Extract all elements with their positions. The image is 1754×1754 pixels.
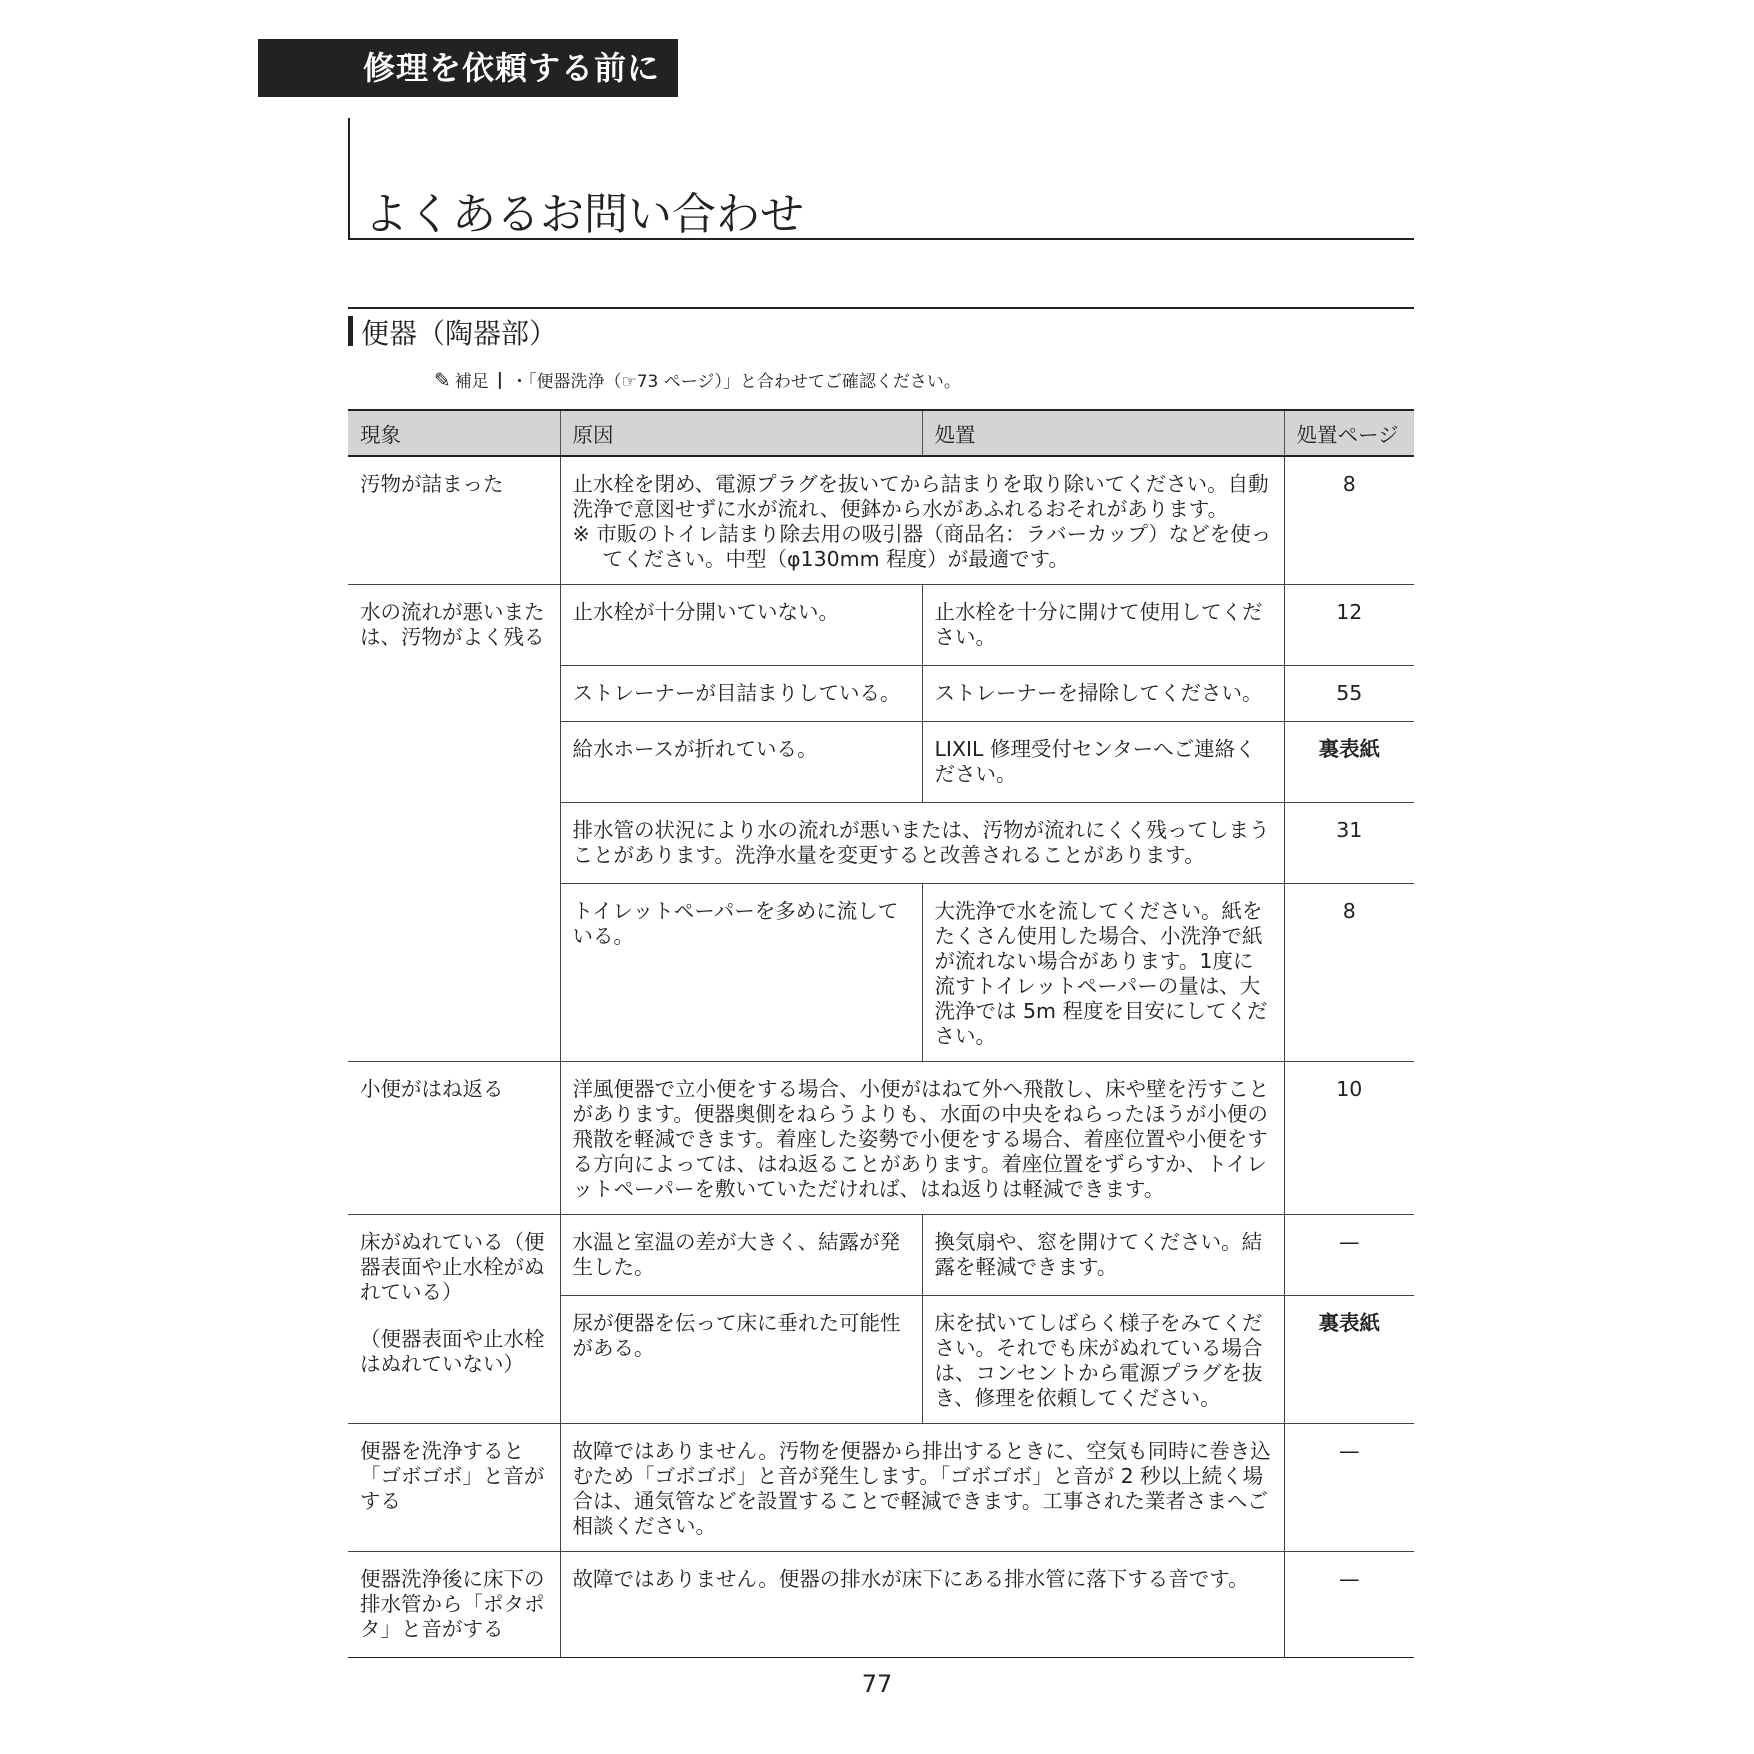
- cause-cell: 止水栓が十分開いていない。: [560, 585, 922, 666]
- cause-cell: トイレットペーパーを多めに流している。: [560, 884, 922, 1062]
- cause-cell: 尿が便器を伝って床に垂れた可能性がある。: [560, 1296, 922, 1424]
- cause-remedy-cell: 故障ではありません。便器の排水が床下にある排水管に落下する音です。: [560, 1552, 1284, 1658]
- chapter-title: 修理を依頼する前に: [363, 49, 661, 87]
- section-divider: [348, 307, 1414, 309]
- page-ref: 裏表紙: [1284, 722, 1414, 803]
- faq-table: [348, 409, 1414, 1658]
- page-ref: 8: [1284, 884, 1414, 1062]
- symptom-secondary: （便器表面や止水栓はぬれていない）: [360, 1327, 545, 1376]
- table-row: [348, 1424, 1414, 1552]
- page-ref: 12: [1284, 585, 1414, 666]
- table-header-row: [348, 410, 1414, 456]
- remedy-cell: 大洗浄で水を流してください。紙をたくさん使用した場合、小洗浄で紙が流れない場合があります。1度に流すトイレットペーパーの量は、大洗浄では 5m 程度を目安にしてください。: [922, 884, 1284, 1062]
- cause-cell: 水温と室温の差が大きく、結露が発生した。: [560, 1215, 922, 1296]
- page-number: 77: [861, 1670, 893, 1698]
- table-row: [348, 1062, 1414, 1215]
- table-row: [348, 456, 1414, 585]
- note-text: ・「便器洗浄（☞73 ページ）」と合わせてご確認ください。: [510, 372, 961, 392]
- page-ref: 31: [1284, 803, 1414, 884]
- page-ref: 裏表紙: [1284, 1296, 1414, 1424]
- symptom-cell: 小便がはね返る: [348, 1062, 560, 1215]
- section-title: 便器（陶器部）: [361, 317, 558, 350]
- table-row: [348, 1552, 1414, 1658]
- cause-text: 止水栓を閉め、電源プラグを抜いてから詰まりを取り除いてください。自動洗浄で意図せずに水が流れ、便鉢から水があふれるおそれがあります。: [572, 472, 1269, 521]
- cause-remedy-cell: 故障ではありません。汚物を便器から排出するときに、空気も同時に巻き込むため「ゴボゴボ」と音が発生します。「ゴボゴボ」と音が 2 秒以上続く場合は、通気管などを設置することで軽減できます。工事された業者さまへご相談ください。: [560, 1424, 1284, 1552]
- note-label: 補足: [454, 372, 489, 392]
- symptom-cell: [348, 1215, 560, 1424]
- note-separator: |: [496, 369, 503, 390]
- page-ref: 8: [1284, 456, 1414, 585]
- remedy-cell: LIXIL 修理受付センターへご連絡ください。: [922, 722, 1284, 803]
- header-cause: 原因: [560, 410, 922, 456]
- chapter-tab: [258, 39, 678, 97]
- symptom-cell: 汚物が詰まった: [348, 456, 560, 585]
- page-ref: 55: [1284, 666, 1414, 722]
- spacer: [360, 1305, 548, 1327]
- table-row: [348, 1215, 1414, 1296]
- cause-remedy-cell: 排水管の状況により水の流れが悪いまたは、汚物が流れにくく残ってしまうことがあります。洗浄水量を変更すると改善されることがあります。: [560, 803, 1284, 884]
- section-marker: [348, 316, 353, 346]
- caution-text: ※ 市販のトイレ詰まり除去用の吸引器（商品名：ラバーカップ）などを使ってください。中型（φ130mm 程度）が最適です。: [572, 522, 1272, 571]
- remedy-cell: 換気扇や、窓を開けてください。結露を軽減できます。: [922, 1215, 1284, 1296]
- remedy-cell: 床を拭いてしばらく様子をみてください。それでも床がぬれている場合は、コンセントから電源プラグを抜き、修理を依頼してください。: [922, 1296, 1284, 1424]
- page-ref: 10: [1284, 1062, 1414, 1215]
- header-page: 処置ページ: [1284, 410, 1414, 456]
- page-title: よくあるお問い合わせ: [364, 189, 804, 240]
- cause-cell: ストレーナーが目詰まりしている。: [560, 666, 922, 722]
- header-remedy: 処置: [922, 410, 1284, 456]
- symptom-cell: 便器洗浄後に床下の排水管から「ポタポタ」と音がする: [348, 1552, 560, 1658]
- symptom-cell: 水の流れが悪いまたは、汚物がよく残る: [348, 585, 560, 1062]
- page-title-block: [348, 118, 1414, 240]
- remedy-cell: 止水栓を十分に開けて使用してください。: [922, 585, 1284, 666]
- symptom-primary: 床がぬれている（便器表面や止水栓がぬれている）: [360, 1230, 545, 1304]
- header-symptom: 現象: [348, 410, 560, 456]
- cause-remedy-cell: [560, 456, 1284, 585]
- cause-remedy-cell: 洋風便器で立小便をする場合、小便がはねて外へ飛散し、床や壁を汚すことがあります。便器奥側をねらうよりも、水面の中央をねらったほうが小便の飛散を軽減できます。着座した姿勢で小便をする場合、着座位置や小便をする方向によっては、はね返ることがあります。着座位置をずらすか、トイレットペーパーを敷いていただければ、はね返りは軽減できます。: [560, 1062, 1284, 1215]
- page-ref: —: [1284, 1215, 1414, 1296]
- table-row: [348, 585, 1414, 666]
- page-ref: —: [1284, 1424, 1414, 1552]
- cause-cell: 給水ホースが折れている。: [560, 722, 922, 803]
- pencil-icon: ✎: [434, 367, 451, 392]
- supplement-note: [434, 367, 961, 392]
- page-ref: —: [1284, 1552, 1414, 1658]
- symptom-cell: 便器を洗浄すると「ゴボゴボ」と音がする: [348, 1424, 560, 1552]
- remedy-cell: ストレーナーを掃除してください。: [922, 666, 1284, 722]
